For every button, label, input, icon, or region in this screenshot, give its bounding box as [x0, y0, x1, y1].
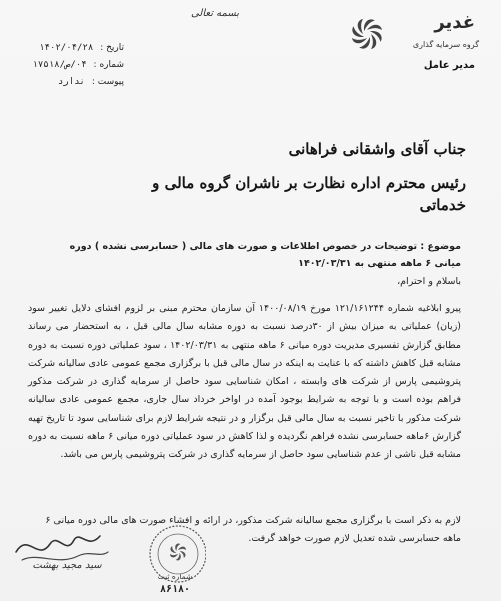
stamp-registration-label: شماره ثبت	[157, 572, 193, 581]
letter-body: پیرو ابلاغیه شماره ۱۲۱/۱۶۱۲۴۴ مورخ ۱۴۰۰/۰۸/۱۹ آن سازمان محترم مبنی بر لزوم افشای دلایل تغییر سود (زیان) عملیاتی به میزان بیش از ۳۰درصد نسبت به دوره مشابه سال مالی قبل ، به استحضار می رساند مطابق گزارش تفسیری مدیریت دوره میانی ۶ ماهه منتهی به ۱۴۰۲/۰۳/۳۱ ، سود عملیاتی دوره نسبت به دوره مشابه قبل کاهش داشته که با عنایت به اینکه در سال مالی قبل با برگزاری مجمع عمومی عادی سالیانه شرکت پتروشیمی پارس از شرکت های وابسته ، امکان شناسایی سود حاصل از سرمایه گذاری در شرکت مذکور فراهم بوده است و با توجه به شرایط بوجود آمده در اواخر خرداد سال جاری، مجمع عمومی عادی سالیانه شرکت مذکور با تاخیر نسبت به سال مالی قبل برگزار و در نتیجه شرایط لازم برای شناسایی سود تا تاریخ تهیه گزارش ۶ماهه حسابرسی نشده فراهم نگردیده و لذا کاهش در سود عملیاتی دوره میانی ۶ ماهه نسبت به دوره مشابه قبل ناشی از عدم شناسایی سود حاصل از سرمایه گذاری در شرکت پتروشیمی پارس می باشد.	[28, 303, 462, 461]
attachment-line	[14, 74, 124, 91]
date-line	[14, 40, 124, 57]
date-value: ۱۴۰۲/۰۴/۲۸	[39, 43, 94, 53]
addressee-name: جناب آقای واشقانی فراهانی	[288, 140, 466, 158]
brand-subtitle: گروه سرمایه گذاری	[412, 40, 479, 49]
brand-title: غدیر	[434, 12, 475, 33]
subject-line: موضوع : توضیحات در خصوص اطلاعات و صورت های مالی ( حسابرسی نشده ) دوره میانی ۶ ماهه منتهی به ۱۴۰۲/۰۳/۳۱	[69, 241, 461, 269]
addressee	[136, 138, 466, 216]
letter-meta	[14, 40, 124, 91]
addressee-title: رئیس محترم اداره نظارت بر ناشران گروه مالی و خدماتی	[152, 174, 466, 214]
basmala: بسمه تعالی	[190, 8, 240, 19]
signatory-name: سید مجید بهشت	[32, 560, 102, 571]
letterhead	[337, 6, 487, 76]
letter-closing: لازم به ذکر است با برگزاری مجمع سالیانه شرکت مذکور، در ارائه و افشاء صورت های مالی دوره میانی ۶ ماهه حسابرسی شده تعدیل لازم صورت خواهد گرفت.	[45, 515, 461, 544]
attachment-label: پیوست :	[91, 77, 124, 87]
brand-logo-icon	[345, 12, 389, 56]
date-label: تاریخ :	[100, 43, 124, 53]
signature-icon	[8, 522, 118, 582]
number-line	[14, 57, 124, 74]
stamp-registration-number: ۸۶۱۸۰	[159, 584, 191, 595]
attachment-value: ندارد	[57, 77, 85, 87]
number-label: شماره :	[93, 60, 124, 70]
greeting: باسلام و احترام،	[397, 276, 461, 287]
brand-role: مدیر عامل	[423, 60, 475, 71]
number-value: ۰۴/ص/۱۷۵۱۸	[32, 60, 87, 70]
